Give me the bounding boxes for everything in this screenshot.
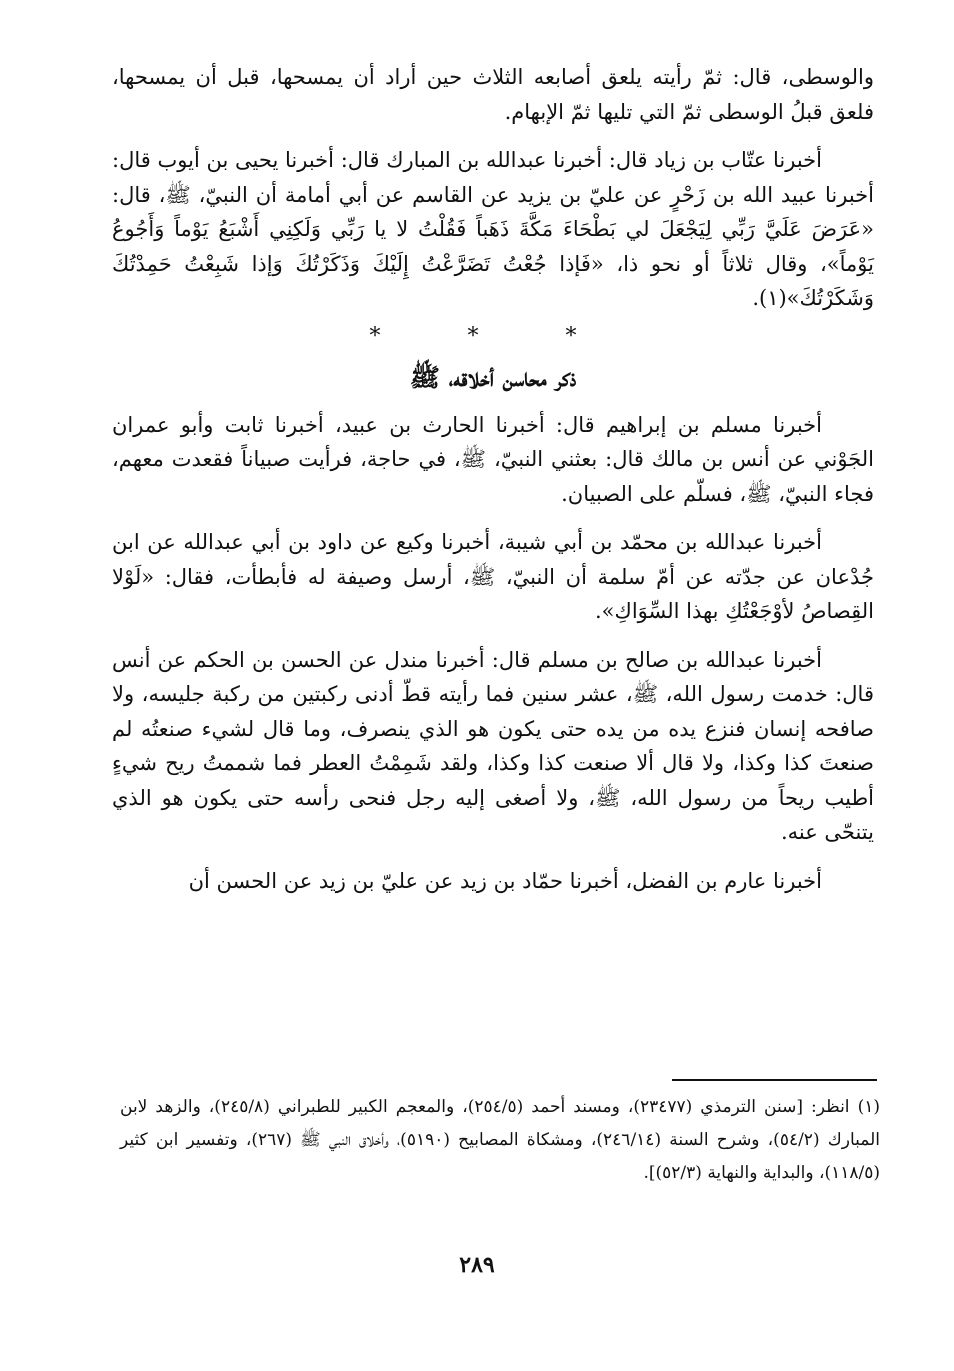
hadith-paragraph: أخبرنا عارم بن الفضل، أخبرنا حمّاد بن زيد عن عليّ بن زيد عن الحسن أن	[188, 868, 822, 893]
section-title: ذكر محاسن أخلاقه، ﷺ	[409, 362, 577, 392]
footnote: (١) انظر: [سنن الترمذي (٢٣٤٧٧)، ومسند أحمد (٢٥٤/٥)، والمعجم الكبير للطبراني (٢٤٥/٨)، والزهد لابن المبارك (٥٤/٢)، وشرح السنة (٢٤٦/١٤)، ومشكاة المصابيح (٥١٩٠)، وأخلاق النبي ﷺ (٢٦٧)، وتفسير ابن كثير (١١٨/٥)، والبداية والنهاية (٥٢/٣)].	[120, 1097, 880, 1183]
hadith-paragraph: أخبرنا عتّاب بن زياد قال: أخبرنا عبدالله بن المبارك قال: أخبرنا يحيى بن أيوب قال: أخبرنا عبيد الله بن زَحْرٍ عن عليّ بن يزيد عن القاسم عن أبي أمامة أن النبيّ، ﷺ، قال: «عَرَضَ عَلَيَّ رَبِّي لِيَجْعَلَ لي بَطْحَاءَ مَكَّةَ ذَهَباً فَقُلْتُ لا يا رَبِّي وَلَكِنِي أَشْبَعُ يَوْماً وَأَجُوعُ يَوْماً»، وقال ثلاثاً أو نحو ذا، «فَإذا جُعْتُ تَضَرَّعْتُ إِلَيْكَ وَذَكَرْتُكَ وَإذا شَبِعْتُ حَمِدْتُكَ وَشَكَرْتُكَ»(١).	[112, 148, 874, 310]
page-number: ٢٨٩	[459, 1252, 495, 1278]
main-text	[112, 60, 874, 912]
paragraph-continuation: والوسطى، قال: ثمّ رأيته يلعق أصابعه الثلاث حين أراد أن يمسحها، قبل أن يمسحها، فلعق قبلُ الوسطى ثمّ التي تليها ثمّ الإبهام.	[112, 65, 874, 124]
footnote-separator	[672, 1079, 877, 1081]
section-divider-stars: * * *	[369, 323, 617, 349]
hadith-paragraph: أخبرنا عبدالله بن محمّد بن أبي شيبة، أخبرنا وكيع عن داود بن أبي عبدالله عن ابن جُدْعان عن جدّته عن أمّ سلمة أن النبيّ، ﷺ، أرسل وصيفة له فأبطأت، فقال: «لَوْلا القِصاصُ لأوْجَعْتُكِ بهذا السِّوَاكِ».	[112, 530, 874, 623]
hadith-paragraph: أخبرنا عبدالله بن صالح بن مسلم قال: أخبرنا مندل عن الحسن بن الحكم عن أنس قال: خدمت رسول الله، ﷺ، عشر سنين فما رأيته قطّ أدنى ركبتين من ركبة جليسه، ولا صافحه إنسان فنزع يده من يده حتى يكون هو الذي ينصرف، وما قال لشيء صنعتُه لم صنعتَ كذا وكذا، ولا قال ألا صنعت كذا وكذا، ولقد شَمِمْتُ العطر فما شممتُ ريح شيءٍ أطيب ريحاً من رسول الله، ﷺ، ولا أصغى إليه رجل فنحى رأسه حتى يكون هو الذي يتنحّى عنه.	[112, 647, 874, 844]
hadith-paragraph: أخبرنا مسلم بن إبراهيم قال: أخبرنا الحارث بن عبيد، أخبرنا ثابت وأبو عمران الجَوْني عن أنس بن مالك قال: بعثني النبيّ، ﷺ، في حاجة، فرأيت صبياناً فقعدت معهم، فجاء النبيّ، ﷺ، فسلّم على الصبيان.	[112, 412, 874, 506]
